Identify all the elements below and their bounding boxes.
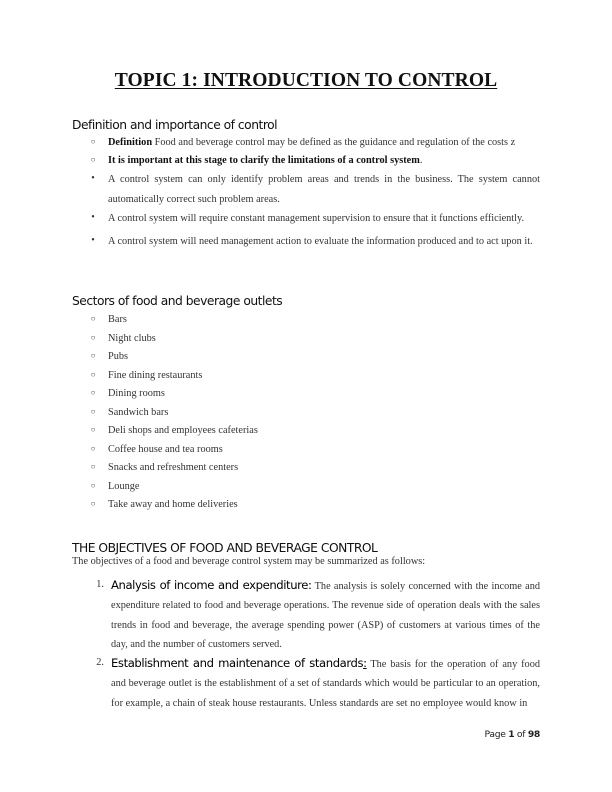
hollow-circle-bullet-icon: ○ [90, 388, 96, 397]
hollow-circle-bullet-icon: ○ [90, 406, 96, 416]
hollow-circle-bullet-icon: ○ [90, 332, 96, 342]
list-number: 1. [96, 579, 104, 590]
objectives-intro: The objectives of a food and beverage control system may be summarized as follows: [72, 556, 426, 567]
page-number: Page 1 of 98 [484, 729, 540, 740]
hollow-circle-bullet-icon: ○ [90, 314, 96, 323]
hollow-circle-bullet-icon: ○ [90, 351, 96, 360]
hollow-circle-bullet-icon: ○ [90, 425, 96, 434]
section-heading-objectives: THE OBJECTIVES OF FOOD AND BEVERAGE CONTROL [72, 541, 378, 555]
objective-heading: Analysis of income and expenditure [111, 578, 308, 592]
hollow-circle-bullet-icon: ○ [90, 137, 96, 146]
section-heading-sectors: Sectors of food and beverage outlets [72, 294, 283, 308]
page-title: TOPIC 1: INTRODUCTION TO CONTROL [114, 70, 498, 91]
filled-bullet-icon: • [91, 173, 95, 184]
objective-heading: Establishment and maintenance of standards [111, 656, 364, 670]
list-number: 2. [96, 657, 104, 668]
hollow-circle-bullet-icon: ○ [90, 499, 96, 508]
section-heading-definition: Definition and importance of control [72, 118, 278, 132]
filled-bullet-icon: • [91, 212, 95, 223]
hollow-circle-bullet-icon: ○ [90, 369, 96, 379]
hollow-circle-bullet-icon: ○ [90, 462, 96, 471]
hollow-circle-bullet-icon: ○ [90, 480, 96, 490]
hollow-circle-bullet-icon: ○ [90, 443, 96, 453]
hollow-circle-bullet-icon: ○ [90, 155, 96, 164]
filled-bullet-icon: • [91, 235, 95, 246]
